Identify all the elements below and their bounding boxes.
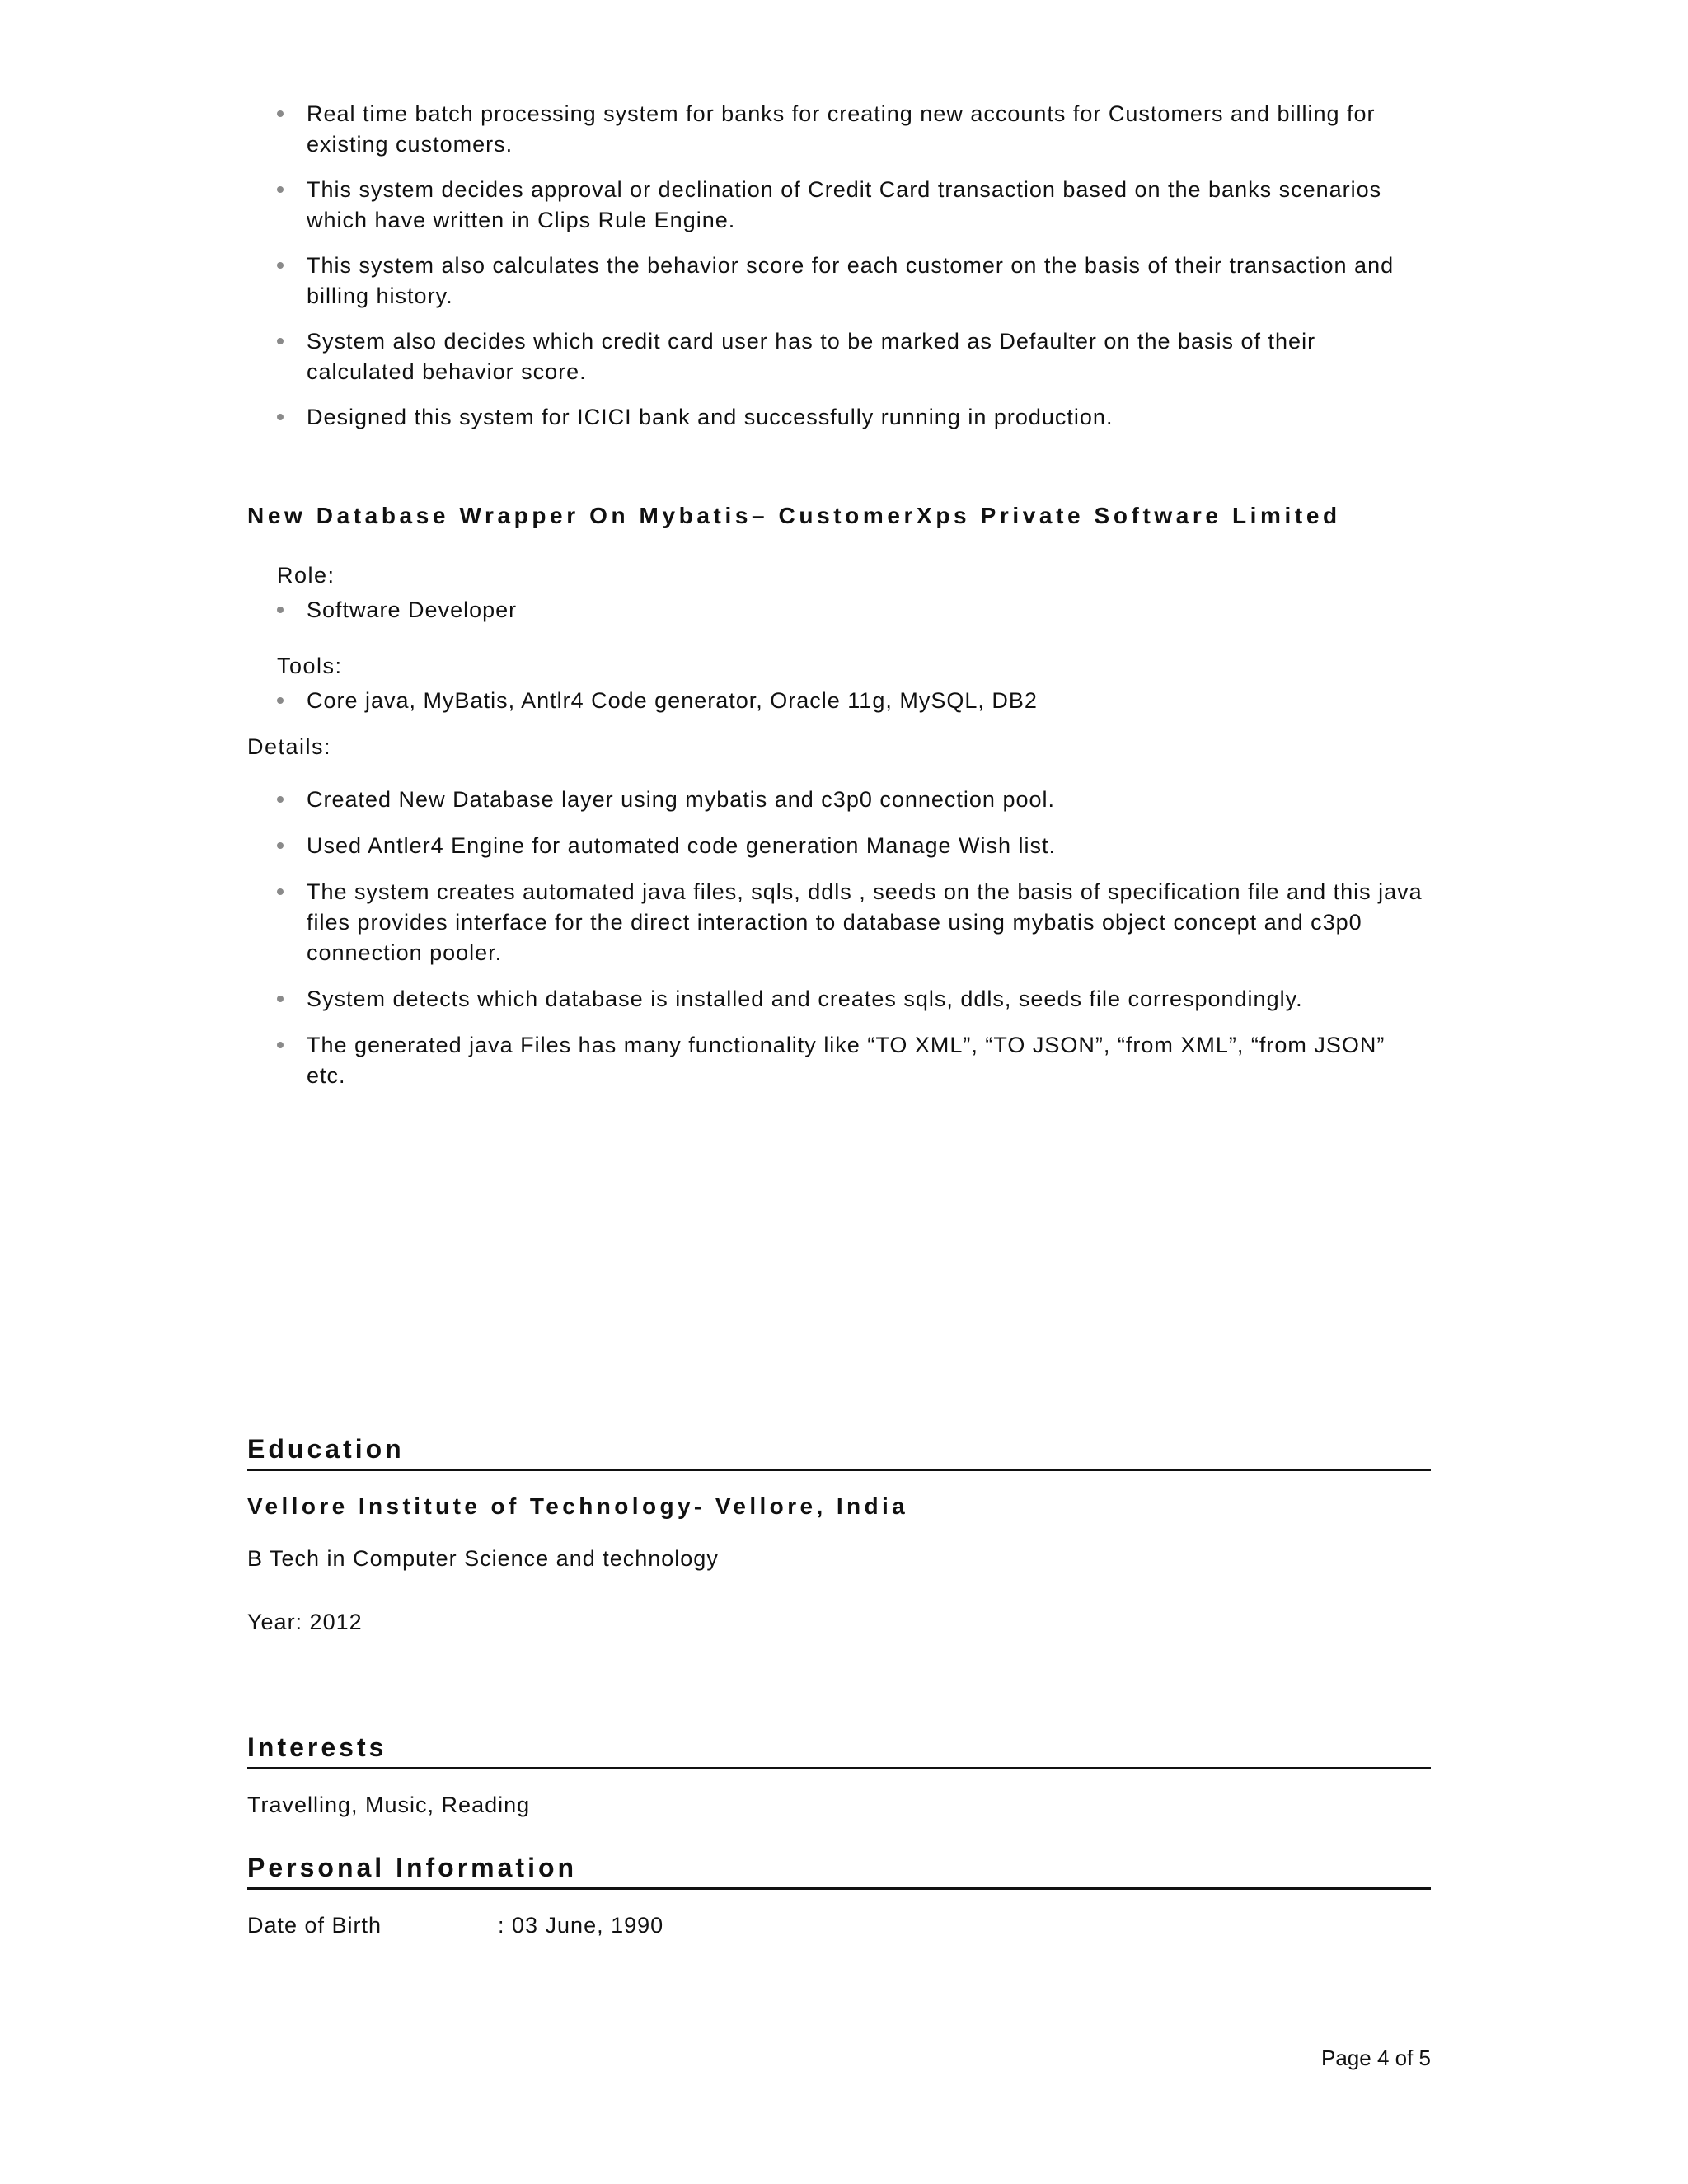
list-item [277,1030,1431,1091]
role-list [277,595,1431,626]
bullet-icon [277,186,284,193]
project-bullet-list [277,99,1431,433]
bullet-icon [277,607,284,613]
tools-list [277,686,1431,716]
bullet-icon [277,697,284,704]
list-item [277,785,1431,815]
list-item-text: Created New Database layer using mybatis and c3p0 connection pool. [307,787,1055,812]
project-title: New Database Wrapper On Mybatis– CustomerXps Private Software Limited [247,503,1341,528]
list-item [277,877,1431,968]
bullet-icon [277,888,284,895]
bullet-icon [277,1042,284,1048]
page-number: Page 4 of 5 [1321,2046,1431,2070]
details-label: Details: [247,734,332,759]
dob-value: : 03 June, 1990 [498,1913,664,1938]
list-item [277,984,1431,1015]
list-item-text: This system decides approval or declination of Credit Card transaction based on the banks scenarios which have written in Clips Rule Engine. [307,177,1382,232]
list-item-text: This system also calculates the behavior score for each customer on the basis of their transaction and billing history. [307,253,1395,308]
degree-text: B Tech in Computer Science and technology [247,1546,719,1571]
graduation-year: Year: 2012 [247,1610,363,1634]
list-item-text: System detects which database is installed and creates sqls, ddls, seeds file correspondingly. [307,987,1303,1011]
bullet-icon [277,996,284,1002]
list-item [277,402,1431,433]
list-item-text: The generated java Files has many functionality like “TO XML”, “TO JSON”, “from XML”, “from JSON” etc. [307,1033,1386,1088]
list-item-text: The system creates automated java files, sqls, ddls , seeds on the basis of specification file and this java files provides interface for the direct interaction to database using mybatis object concept and c3p0 connection pooler. [307,879,1423,965]
education-heading: Education [247,1432,1431,1471]
bullet-icon [277,338,284,344]
details-list [277,785,1431,1091]
list-item [277,831,1431,861]
tools-value: Core java, MyBatis, Antlr4 Code generator, Oracle 11g, MySQL, DB2 [307,688,1038,713]
list-item-text: Designed this system for ICICI bank and successfully running in production. [307,405,1114,429]
list-item [277,595,1431,626]
bullet-icon [277,842,284,849]
institute-name: Vellore Institute of Technology- Vellore, India [247,1493,909,1519]
list-item-text: System also decides which credit card user has to be marked as Defaulter on the basis of their calculated behavior score. [307,329,1316,384]
list-item [277,251,1431,312]
bullet-icon [277,262,284,269]
list-item [277,175,1431,236]
list-item-text: Real time batch processing system for banks for creating new accounts for Customers and billing for existing customers. [307,101,1376,157]
personal-info-heading: Personal Information [247,1851,1431,1890]
bullet-icon [277,110,284,117]
role-value: Software Developer [307,598,518,622]
interests-heading: Interests [247,1731,1431,1769]
interests-text: Travelling, Music, Reading [247,1793,531,1817]
bullet-icon [277,414,284,420]
bullet-icon [277,796,284,803]
list-item [277,99,1431,160]
list-item-text: Used Antler4 Engine for automated code generation Manage Wish list. [307,833,1056,858]
list-item [277,686,1431,716]
role-label: Role: [277,563,335,588]
list-item [277,326,1431,387]
tools-label: Tools: [277,654,343,678]
dob-label: Date of Birth [247,1913,382,1938]
